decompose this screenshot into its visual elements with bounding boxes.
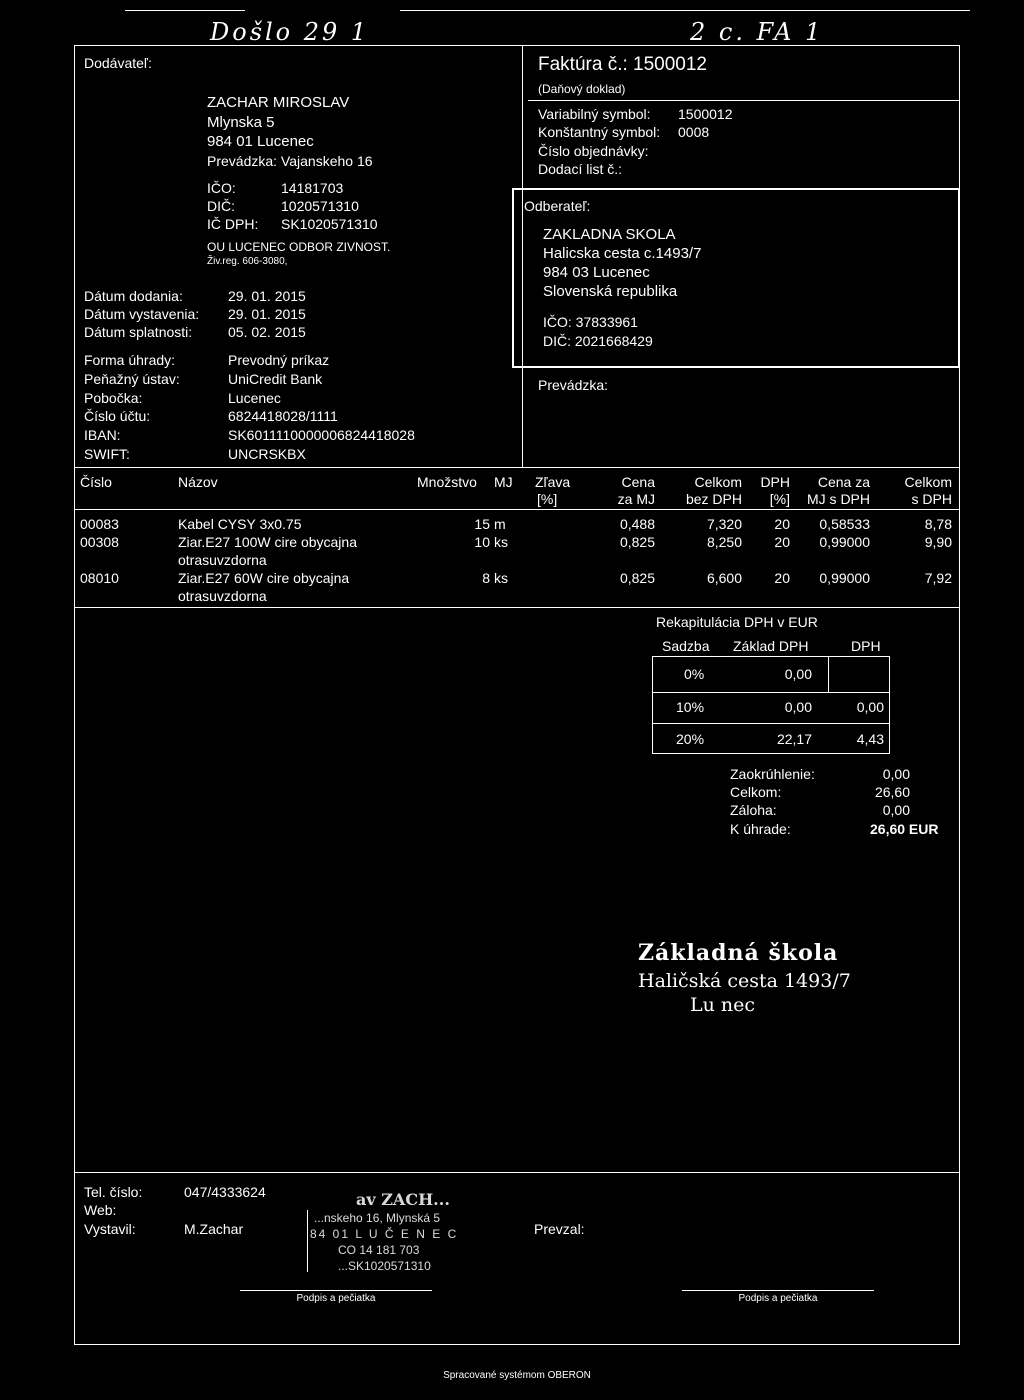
payment-value: 6824418028/1111 [228, 408, 338, 424]
signature-caption-right: Podpis a pečiatka [738, 1293, 818, 1304]
item-vat-rate: 20 [774, 534, 790, 550]
invoice-field-value: 0008 [678, 124, 710, 140]
supplier-stamp-line: 84 01 L U Č E N E C [310, 1227, 459, 1241]
vat-header-rate: Sadzba [662, 638, 710, 654]
item-price-vat: 0,99000 [819, 570, 870, 586]
col-dph-unit: [%] [769, 491, 790, 507]
item-name: Ziar.E27 100W cire obycajna [178, 534, 357, 550]
item-price-vat: 0,58533 [819, 516, 870, 532]
col-cenaza: Cena za [817, 474, 870, 490]
supplier-registry: OU LUCENEC ODBOR ZIVNOST. [207, 240, 391, 254]
item-quantity: 15 [474, 516, 490, 532]
col-cena-unit: za MJ [617, 491, 655, 507]
item-quantity: 10 [474, 534, 490, 550]
item-total: 7,320 [706, 516, 742, 532]
table-row [80, 516, 955, 534]
invoice-field-value: 1500012 [678, 106, 733, 122]
col-zlava-unit: [%] [537, 491, 558, 507]
total-label: Zaokrúhlenie: [730, 766, 815, 782]
date-label: Dátum vystavenia: [84, 306, 200, 322]
item-total-vat: 8,78 [924, 516, 952, 532]
date-value: 29. 01. 2015 [228, 288, 306, 304]
footer-rule [74, 1172, 960, 1173]
signature-line-left [240, 1290, 432, 1291]
school-stamp-city: Lu nec [690, 994, 756, 1016]
col-mnozstvo: Množstvo [417, 474, 477, 490]
item-name: Ziar.E27 60W cire obycajna [178, 570, 350, 586]
handwritten-received-note: Došlo 29 1 [210, 18, 370, 46]
item-price: 0,825 [619, 534, 655, 550]
total-label: Celkom: [730, 784, 782, 800]
invoice-field-label: Konštantný symbol: [538, 124, 661, 140]
invoice-title-rule [528, 100, 960, 101]
total-label: K úhrade: [730, 821, 791, 837]
supplier-icdph: SK1020571310 [281, 216, 378, 232]
total-value: 26,60 [874, 784, 910, 800]
total-value: 0,00 [882, 802, 910, 818]
customer-name: ZAKLADNA SKOLA [543, 226, 676, 243]
supplier-ico-label: IČO: [207, 180, 236, 196]
vat-header-vat: DPH [851, 638, 881, 654]
signature-caption-left: Podpis a pečiatka [296, 1293, 376, 1304]
date-value: 29. 01. 2015 [228, 306, 306, 322]
table-header-rule [74, 509, 960, 510]
payment-value: Lucenec [228, 390, 281, 406]
supplier-stamp-line: CO 14 181 703 [338, 1243, 420, 1257]
date-label: Dátum dodania: [84, 288, 183, 304]
vat-rate: 10% [676, 699, 705, 715]
table-row [80, 570, 955, 604]
item-name: Kabel CYSY 3x0.75 [178, 516, 302, 532]
item-unit: ks [494, 570, 508, 586]
supplier-label: Dodávateľ: [84, 55, 152, 71]
item-unit: m [494, 516, 506, 532]
footer-received-label: Prevzal: [534, 1221, 585, 1237]
school-stamp-address: Haličská cesta 1493/7 [638, 970, 851, 992]
supplier-street: Mlynska 5 [207, 114, 275, 131]
footer-web-label: Web: [84, 1202, 117, 1218]
col-celkom-unit: bez DPH [685, 491, 742, 507]
total-value: 0,00 [882, 766, 910, 782]
vat-header-base: Základ DPH [733, 638, 809, 654]
col-nazov: Názov [178, 474, 218, 490]
total-label: Záloha: [730, 802, 777, 818]
payment-label: Číslo účtu: [84, 408, 151, 424]
table-top-rule [74, 467, 960, 468]
payment-value: UniCredit Bank [228, 371, 323, 387]
vat-amount: 0,00 [856, 699, 884, 715]
vat-row-rule [652, 692, 890, 693]
supplier-stamp-line: av ZACH... [356, 1190, 450, 1209]
item-total: 6,600 [706, 570, 742, 586]
supplier-stamp-line: ...nskeho 16, Mlynská 5 [314, 1211, 441, 1225]
payment-label: Peňažný ústav: [84, 371, 180, 387]
amount-due: 26,60 EUR [870, 821, 939, 837]
item-quantity: 8 [482, 570, 490, 586]
vat-row-rule [652, 723, 890, 724]
item-number: 00083 [80, 516, 119, 532]
supplier-dic: 1020571310 [281, 198, 359, 214]
col-zlava: Zľava [535, 474, 571, 490]
item-number: 00308 [80, 534, 119, 550]
payment-label: Pobočka: [84, 390, 143, 406]
invoice-field-label: Dodací list č.: [538, 161, 623, 177]
customer-premises-label: Prevádzka: [538, 377, 609, 393]
invoice-field-label: Variabilný symbol: [538, 106, 651, 122]
vat-base: 22,17 [776, 731, 812, 747]
customer-street: Halicska cesta c.1493/7 [543, 245, 702, 262]
col-celkom-dph-unit: s DPH [911, 491, 952, 507]
supplier-name: ZACHAR MIROSLAV [207, 94, 350, 111]
customer-country: Slovenská republika [543, 283, 678, 300]
customer-ico: IČO: 37833961 [543, 314, 638, 330]
supplier-dic-label: DIČ: [207, 198, 235, 214]
supplier-city: 984 01 Lucenec [207, 133, 314, 150]
payment-value: UNCRSKBX [228, 446, 306, 462]
table-bottom-rule [74, 607, 960, 608]
payment-label: IBAN: [84, 427, 121, 443]
col-cenaza-unit: MJ s DPH [807, 491, 870, 507]
item-price: 0,825 [619, 570, 655, 586]
col-cena: Cena [621, 474, 655, 490]
col-cislo: Číslo [80, 474, 112, 490]
invoice-field-label: Číslo objednávky: [538, 143, 649, 159]
top-rule-right [400, 10, 970, 11]
supplier-stamp-edge [307, 1210, 308, 1272]
payment-value: SK6011110000006824418028 [228, 427, 415, 443]
vat-summary-title: Rekapitulácia DPH v EUR [656, 614, 818, 630]
item-total: 8,250 [706, 534, 742, 550]
vat-base: 0,00 [784, 699, 812, 715]
footer-issued-label: Vystavil: [84, 1221, 136, 1237]
footer-tel-label: Tel. číslo: [84, 1184, 143, 1200]
item-total-vat: 9,90 [924, 534, 952, 550]
supplier-ico: 14181703 [281, 180, 344, 196]
item-name-line2: otrasuvzdorna [178, 588, 267, 604]
item-price: 0,488 [619, 516, 655, 532]
customer-city: 984 03 Lucenec [543, 264, 650, 281]
col-celkom-dph: Celkom [904, 474, 952, 490]
vat-amount: 4,43 [856, 731, 884, 747]
customer-label: Odberateľ: [524, 198, 591, 214]
footer-tel: 047/4333624 [184, 1184, 266, 1200]
supplier-registry-no: Živ.reg. 606-3080, [207, 256, 288, 267]
item-total-vat: 7,92 [924, 570, 952, 586]
footer-issued-by: M.Zachar [184, 1221, 244, 1237]
item-vat-rate: 20 [774, 570, 790, 586]
supplier-icdph-label: IČ DPH: [207, 216, 259, 232]
invoice-subtitle: (Daňový doklad) [538, 82, 626, 96]
col-celkom: Celkom [694, 474, 742, 490]
item-vat-rate: 20 [774, 516, 790, 532]
vat-base: 0,00 [784, 666, 812, 682]
item-name-line2: otrasuvzdorna [178, 552, 267, 568]
payment-label: Forma úhrady: [84, 352, 176, 368]
signature-line-right [682, 1290, 874, 1291]
table-row [80, 534, 955, 568]
item-number: 08010 [80, 570, 119, 586]
software-credit: Spracované systémom OBERON [443, 1370, 591, 1381]
vat-rate: 20% [676, 731, 705, 747]
col-dph: DPH [760, 474, 790, 490]
item-unit: ks [494, 534, 508, 550]
payment-value: Prevodný príkaz [228, 352, 330, 368]
top-rule-left [125, 10, 245, 11]
col-mj: MJ [494, 474, 513, 490]
supplier-stamp-line: ...SK1020571310 [338, 1259, 431, 1273]
item-price-vat: 0,99000 [819, 534, 870, 550]
date-label: Dátum splatnosti: [84, 324, 193, 340]
school-stamp-name: Základná škola [638, 940, 839, 966]
handwritten-invoice-note: 2 c. FA 1 [690, 18, 824, 46]
invoice-title: Faktúra č.: 1500012 [538, 54, 707, 75]
payment-label: SWIFT: [84, 446, 130, 462]
vat-rate: 0% [684, 666, 705, 682]
vat-table-divider [828, 656, 829, 692]
customer-dic: DIČ: 2021668429 [543, 333, 653, 349]
date-value: 05. 02. 2015 [228, 324, 306, 340]
supplier-premises: Prevádzka: Vajanskeho 16 [207, 153, 373, 169]
